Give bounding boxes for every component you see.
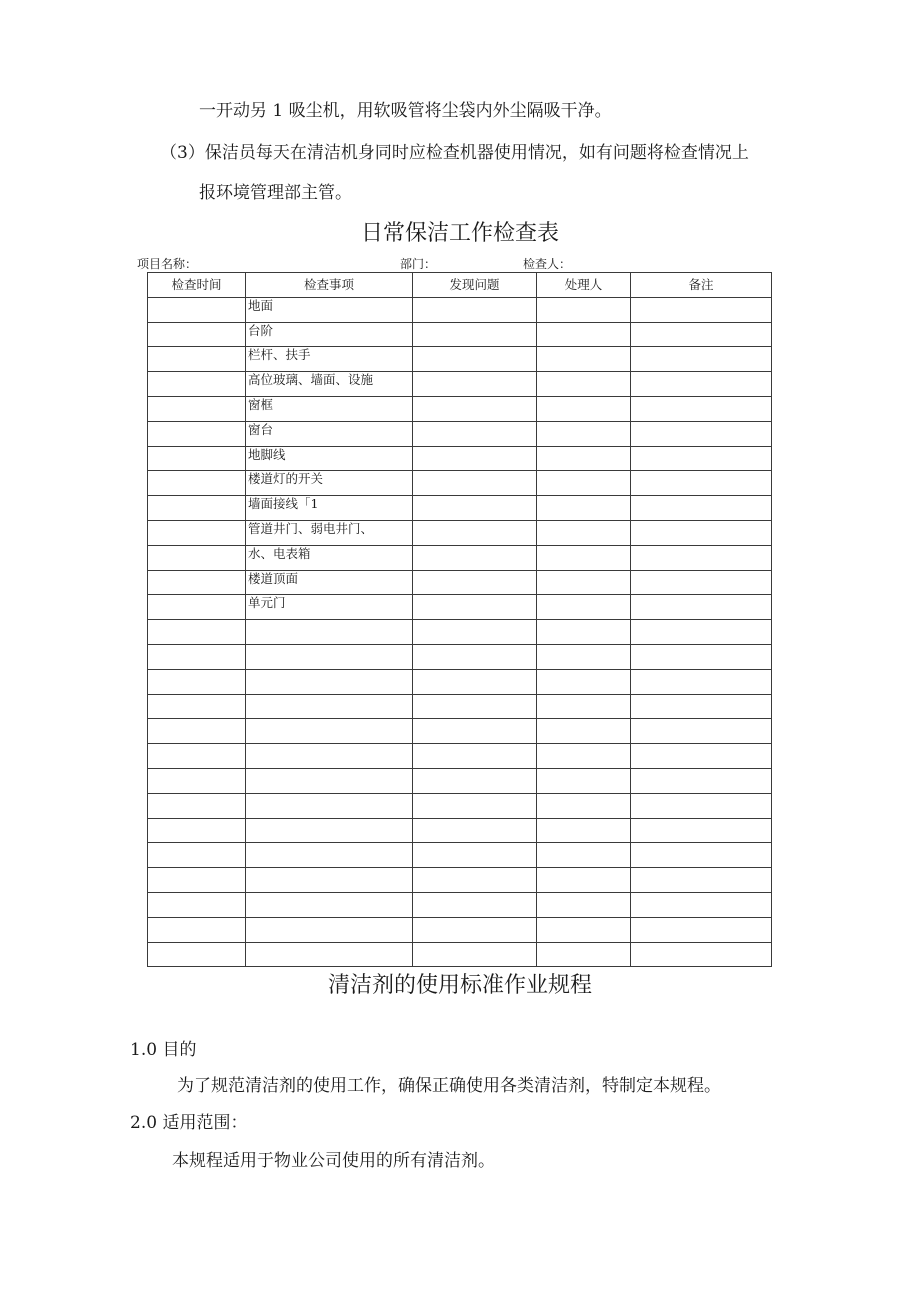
handler-cell xyxy=(537,694,631,719)
check-item-cell xyxy=(246,620,413,645)
issues-found-cell xyxy=(413,347,537,372)
issues-found-cell xyxy=(413,471,537,496)
remarks-cell xyxy=(631,818,772,843)
project-name-label: 项目名称： xyxy=(137,257,198,271)
check-item-cell: 楼道灯的开关 xyxy=(246,471,413,496)
table-row xyxy=(148,297,772,322)
remarks-cell xyxy=(631,669,772,694)
check-time-cell xyxy=(148,768,246,793)
handler-cell xyxy=(537,744,631,769)
check-item-cell xyxy=(246,843,413,868)
issues-found-cell xyxy=(413,669,537,694)
check-item-cell: 水、电表箱 xyxy=(246,545,413,570)
section-heading-purpose: 1.0 目的 xyxy=(130,1040,197,1060)
table-row xyxy=(148,669,772,694)
table-row xyxy=(148,595,772,620)
check-item-cell xyxy=(246,719,413,744)
remarks-cell xyxy=(631,545,772,570)
issues-found-cell xyxy=(413,868,537,893)
table-row xyxy=(148,843,772,868)
handler-cell xyxy=(537,446,631,471)
remarks-cell xyxy=(631,942,772,967)
remarks-cell xyxy=(631,297,772,322)
table-header-row xyxy=(148,273,772,298)
check-time-cell xyxy=(148,297,246,322)
remarks-cell xyxy=(631,570,772,595)
check-time-cell xyxy=(148,620,246,645)
check-time-cell xyxy=(148,396,246,421)
issues-found-cell xyxy=(413,545,537,570)
check-time-cell xyxy=(148,496,246,521)
remarks-cell xyxy=(631,347,772,372)
form-title: 日常保洁工作检查表 xyxy=(360,221,559,246)
check-item-cell xyxy=(246,694,413,719)
handler-cell xyxy=(537,496,631,521)
remarks-cell xyxy=(631,644,772,669)
intro-line-2: （3）保洁员每天在清洁机身同时应检查机器使用情况，如有问题将检查情况上 xyxy=(160,143,749,163)
check-time-cell xyxy=(148,322,246,347)
issues-found-cell xyxy=(413,297,537,322)
handler-cell xyxy=(537,595,631,620)
remarks-cell xyxy=(631,744,772,769)
handler-cell xyxy=(537,644,631,669)
table-row xyxy=(148,818,772,843)
check-time-cell xyxy=(148,471,246,496)
check-item-cell: 台阶 xyxy=(246,322,413,347)
handler-cell xyxy=(537,719,631,744)
remarks-cell xyxy=(631,372,772,397)
table-row xyxy=(148,719,772,744)
issues-found-cell xyxy=(413,768,537,793)
remarks-cell xyxy=(631,322,772,347)
issues-found-cell xyxy=(413,322,537,347)
scope-paragraph: 本规程适用于物业公司使用的所有清洁剂。 xyxy=(172,1151,495,1171)
table-row xyxy=(148,644,772,669)
purpose-paragraph: 为了规范清洁剂的使用工作，确保正确使用各类清洁剂，特制定本规程。 xyxy=(177,1076,721,1096)
check-time-cell xyxy=(148,694,246,719)
check-item-cell: 地面 xyxy=(246,297,413,322)
table-row xyxy=(148,471,772,496)
check-time-cell xyxy=(148,520,246,545)
remarks-cell xyxy=(631,868,772,893)
issues-found-cell xyxy=(413,843,537,868)
check-item-cell: 窗框 xyxy=(246,396,413,421)
handler-cell xyxy=(537,570,631,595)
handler-cell xyxy=(537,520,631,545)
issues-found-cell xyxy=(413,570,537,595)
table-row xyxy=(148,446,772,471)
check-item-cell: 单元门 xyxy=(246,595,413,620)
remarks-cell xyxy=(631,471,772,496)
check-time-cell xyxy=(148,868,246,893)
issues-found-cell xyxy=(413,644,537,669)
check-time-cell xyxy=(148,595,246,620)
table-row xyxy=(148,496,772,521)
check-item-cell: 管道井门、弱电井门、 xyxy=(246,520,413,545)
handler-cell xyxy=(537,421,631,446)
table-row xyxy=(148,347,772,372)
intro-line-1: 一开动另 1 吸尘机，用软吸管将尘袋内外尘隔吸干净。 xyxy=(199,101,612,121)
table-body xyxy=(148,297,772,967)
header-check-time: 检查时间 xyxy=(148,273,246,298)
check-item-cell xyxy=(246,818,413,843)
table-row xyxy=(148,768,772,793)
issues-found-cell xyxy=(413,694,537,719)
handler-cell xyxy=(537,322,631,347)
remarks-cell xyxy=(631,446,772,471)
issues-found-cell xyxy=(413,396,537,421)
table-row xyxy=(148,570,772,595)
handler-cell xyxy=(537,917,631,942)
check-time-cell xyxy=(148,644,246,669)
remarks-cell xyxy=(631,595,772,620)
remarks-cell xyxy=(631,421,772,446)
handler-cell xyxy=(537,347,631,372)
handler-cell xyxy=(537,818,631,843)
check-time-cell xyxy=(148,843,246,868)
table-row xyxy=(148,694,772,719)
check-item-cell: 窗台 xyxy=(246,421,413,446)
check-item-cell xyxy=(246,744,413,769)
issues-found-cell xyxy=(413,372,537,397)
handler-cell xyxy=(537,843,631,868)
check-time-cell xyxy=(148,942,246,967)
check-time-cell xyxy=(148,669,246,694)
check-time-cell xyxy=(148,570,246,595)
handler-cell xyxy=(537,545,631,570)
issues-found-cell xyxy=(413,446,537,471)
table-row xyxy=(148,744,772,769)
inspector-label: 检查人： xyxy=(523,257,572,271)
handler-cell xyxy=(537,868,631,893)
handler-cell xyxy=(537,620,631,645)
table-row xyxy=(148,322,772,347)
header-check-item: 检查事项 xyxy=(246,273,413,298)
issues-found-cell xyxy=(413,719,537,744)
check-time-cell xyxy=(148,744,246,769)
issues-found-cell xyxy=(413,595,537,620)
remarks-cell xyxy=(631,768,772,793)
remarks-cell xyxy=(631,620,772,645)
check-item-cell xyxy=(246,942,413,967)
handler-cell xyxy=(537,471,631,496)
table-row xyxy=(148,917,772,942)
remarks-cell xyxy=(631,892,772,917)
check-time-cell xyxy=(148,347,246,372)
section-title: 清洁剂的使用标准作业规程 xyxy=(327,973,592,998)
issues-found-cell xyxy=(413,496,537,521)
remarks-cell xyxy=(631,793,772,818)
table-row xyxy=(148,545,772,570)
handler-cell xyxy=(537,669,631,694)
handler-cell xyxy=(537,892,631,917)
check-time-cell xyxy=(148,818,246,843)
check-item-cell: 栏杆、扶手 xyxy=(246,347,413,372)
handler-cell xyxy=(537,768,631,793)
table-row xyxy=(148,520,772,545)
table-row xyxy=(148,868,772,893)
check-item-cell: 墙面接线「1 xyxy=(246,496,413,521)
issues-found-cell xyxy=(413,793,537,818)
table-row xyxy=(148,793,772,818)
issues-found-cell xyxy=(413,620,537,645)
issues-found-cell xyxy=(413,892,537,917)
check-item-cell xyxy=(246,644,413,669)
table-row xyxy=(148,620,772,645)
issues-found-cell xyxy=(413,520,537,545)
check-item-cell xyxy=(246,768,413,793)
handler-cell xyxy=(537,396,631,421)
check-time-cell xyxy=(148,793,246,818)
check-item-cell: 高位玻璃、墙面、设施 xyxy=(246,372,413,397)
issues-found-cell xyxy=(413,744,537,769)
remarks-cell xyxy=(631,694,772,719)
remarks-cell xyxy=(631,917,772,942)
issues-found-cell xyxy=(413,818,537,843)
remarks-cell xyxy=(631,396,772,421)
header-handler: 处理人 xyxy=(537,273,631,298)
inspection-table xyxy=(147,272,772,967)
check-time-cell xyxy=(148,545,246,570)
issues-found-cell xyxy=(413,917,537,942)
check-time-cell xyxy=(148,372,246,397)
check-time-cell xyxy=(148,446,246,471)
check-item-cell xyxy=(246,917,413,942)
check-time-cell xyxy=(148,719,246,744)
remarks-cell xyxy=(631,496,772,521)
remarks-cell xyxy=(631,520,772,545)
header-remarks: 备注 xyxy=(631,273,772,298)
issues-found-cell xyxy=(413,942,537,967)
section-heading-scope: 2.0 适用范围： xyxy=(130,1113,248,1133)
check-item-cell xyxy=(246,793,413,818)
department-label: 部门： xyxy=(400,257,437,271)
table-row xyxy=(148,942,772,967)
issues-found-cell xyxy=(413,421,537,446)
check-time-cell xyxy=(148,892,246,917)
check-item-cell: 楼道顶面 xyxy=(246,570,413,595)
handler-cell xyxy=(537,297,631,322)
table-row xyxy=(148,892,772,917)
table-row xyxy=(148,421,772,446)
check-item-cell xyxy=(246,868,413,893)
check-item-cell xyxy=(246,669,413,694)
check-item-cell: 地脚线 xyxy=(246,446,413,471)
remarks-cell xyxy=(631,719,772,744)
header-issues-found: 发现问题 xyxy=(413,273,537,298)
handler-cell xyxy=(537,372,631,397)
handler-cell xyxy=(537,942,631,967)
check-time-cell xyxy=(148,421,246,446)
check-item-cell xyxy=(246,892,413,917)
handler-cell xyxy=(537,793,631,818)
table-row xyxy=(148,396,772,421)
check-time-cell xyxy=(148,917,246,942)
remarks-cell xyxy=(631,843,772,868)
table-row xyxy=(148,372,772,397)
intro-line-3: 报环境管理部主管。 xyxy=(199,183,352,203)
